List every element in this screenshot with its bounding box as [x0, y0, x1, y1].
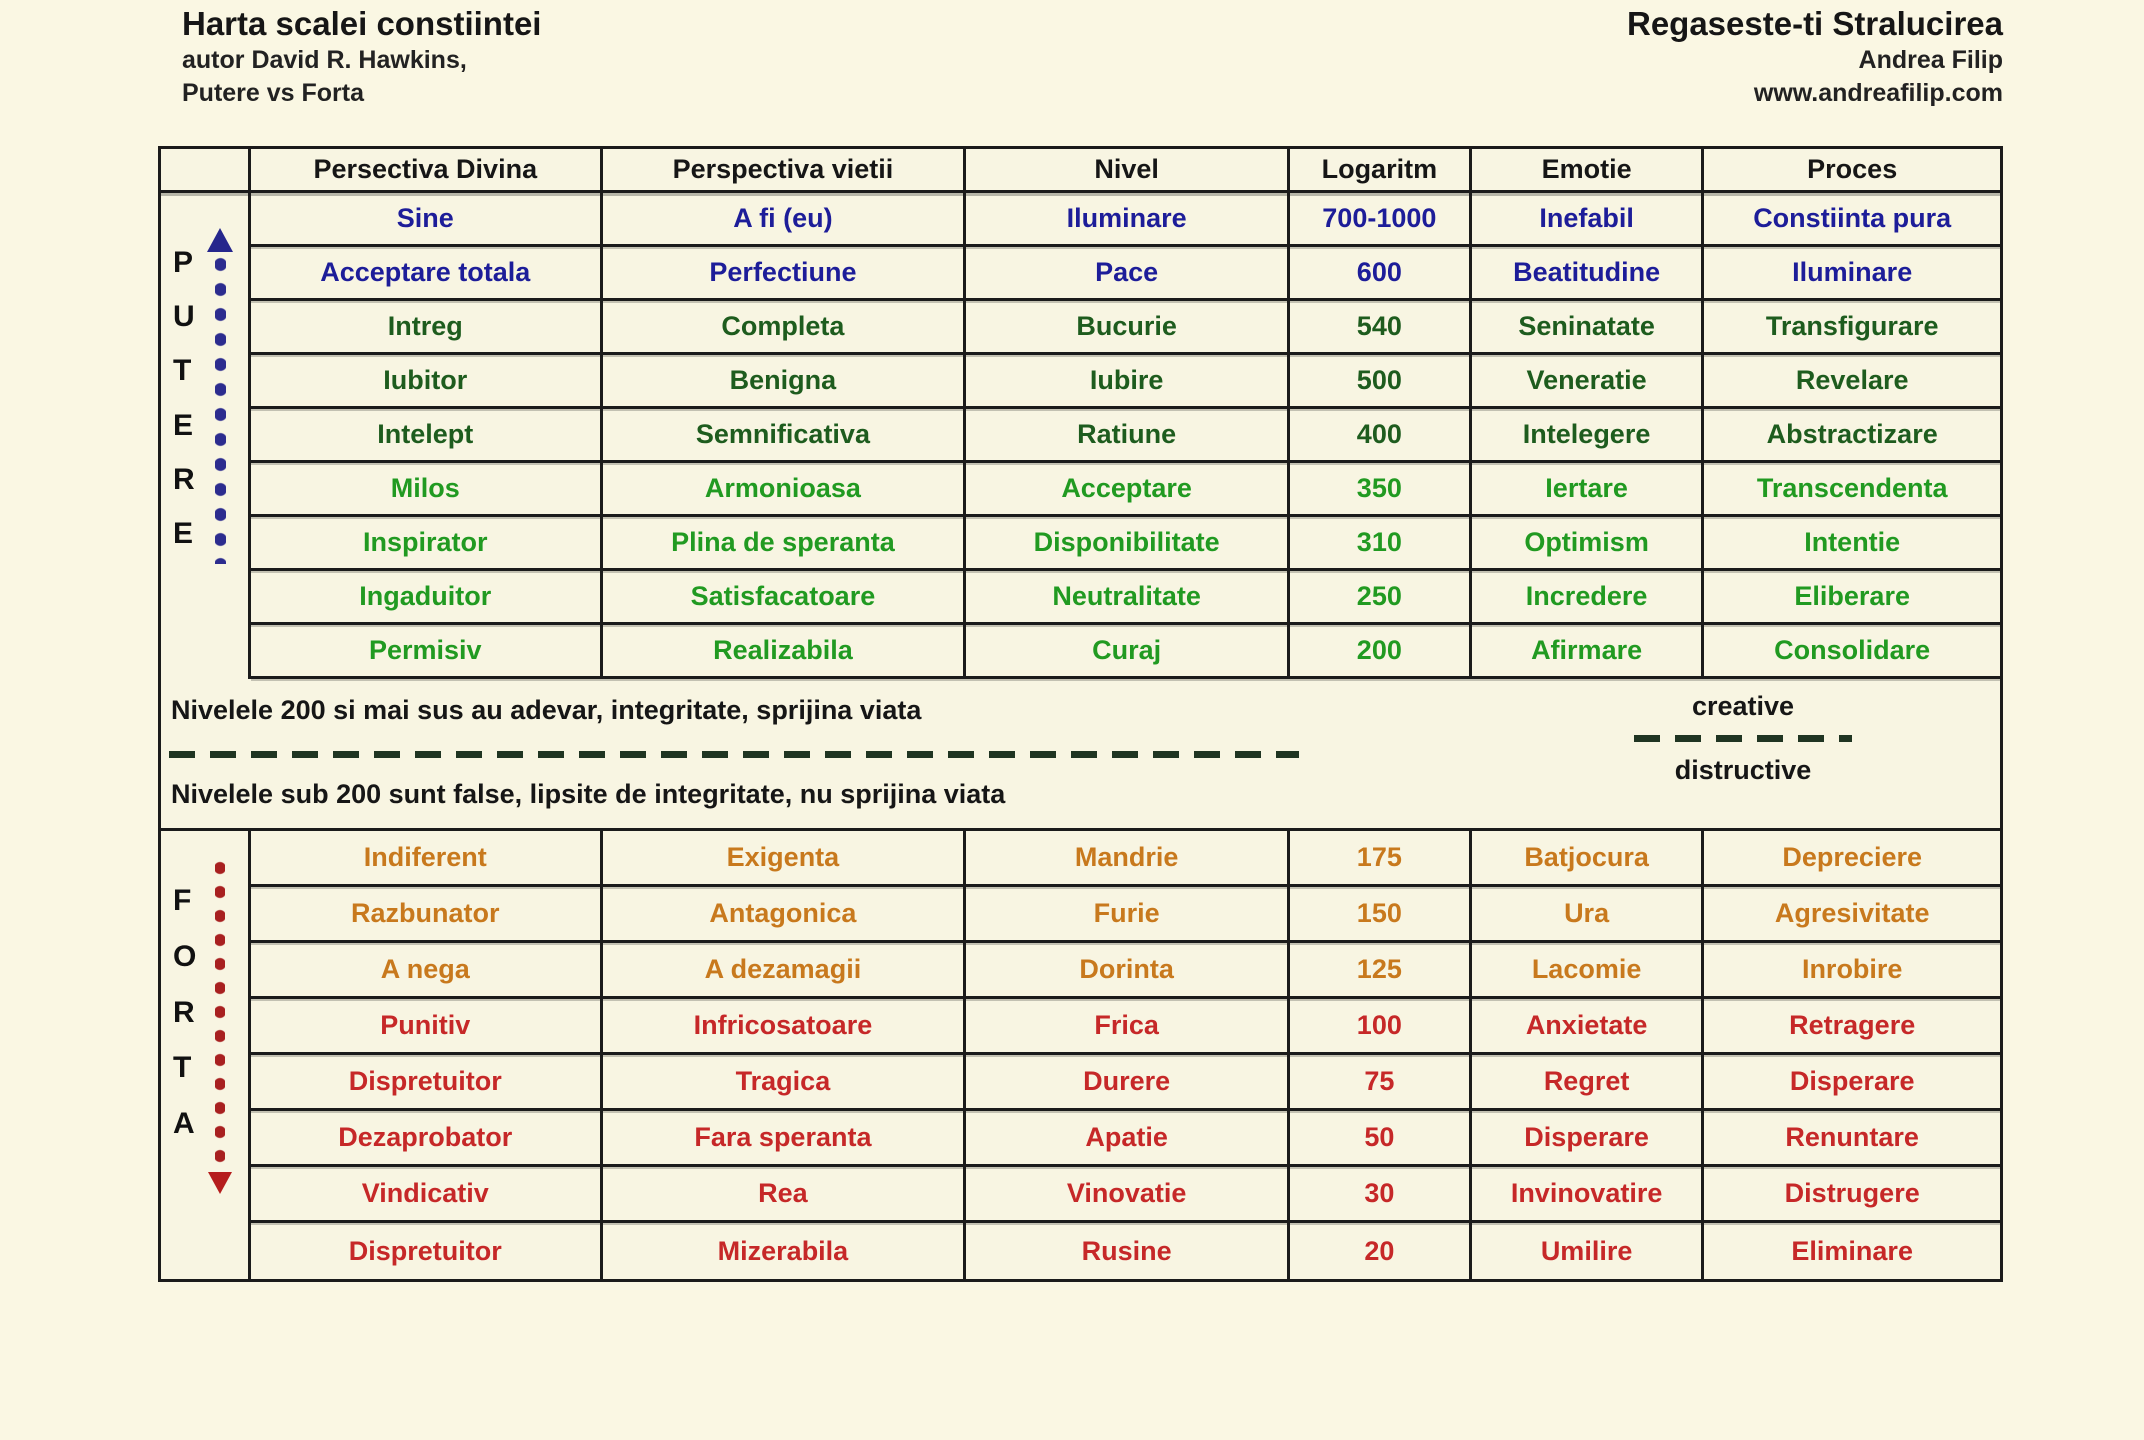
cell-perspectiva-vietii: Mizerabila — [603, 1223, 967, 1279]
cell-logaritm: 125 — [1290, 943, 1472, 996]
cell-proces: Intentie — [1804, 527, 1901, 557]
document-header-right — [1627, 4, 2003, 110]
cell-logaritm: 150 — [1290, 887, 1472, 940]
cell-nivel: Dorinta — [966, 943, 1290, 996]
lower-rows — [251, 831, 2000, 1279]
cell-emotie: Inefabil — [1472, 193, 1705, 244]
cell-perspectiva-vietii: Perfectiune — [603, 247, 967, 298]
cell-emotie: Incredere — [1472, 571, 1705, 622]
putere-letter: E — [173, 408, 194, 442]
cell-perspectiva-divina: Intelept — [251, 409, 603, 460]
cell-perspectiva-vietii: Completa — [603, 301, 967, 352]
column-header: Proces — [1807, 154, 1898, 184]
cell-emotie: Disperare — [1472, 1111, 1705, 1164]
middle-band — [161, 679, 2000, 831]
putere-letter: E — [173, 516, 194, 550]
cell-perspectiva-vietii: Benigna — [603, 355, 967, 406]
cell-nivel: Apatie — [966, 1111, 1290, 1164]
cell-perspectiva-divina: Indiferent — [251, 831, 603, 884]
cell-proces: Retragere — [1789, 1010, 1916, 1040]
table-row — [251, 355, 2000, 409]
putere-letter: T — [173, 354, 192, 388]
cell-nivel: Neutralitate — [966, 571, 1290, 622]
cell-nivel: Iluminare — [966, 193, 1290, 244]
cell-emotie: Afirmare — [1472, 625, 1705, 676]
cell-perspectiva-vietii: Rea — [603, 1167, 967, 1220]
cell-logaritm: 30 — [1290, 1167, 1472, 1220]
cell-proces: Consolidare — [1774, 635, 1931, 665]
cell-proces: Transcendenta — [1756, 473, 1948, 503]
cell-nivel: Rusine — [966, 1223, 1290, 1279]
cell-nivel: Curaj — [966, 625, 1290, 676]
forta-column — [161, 831, 251, 1279]
cell-perspectiva-vietii: Semnificativa — [603, 409, 967, 460]
cell-logaritm: 75 — [1290, 1055, 1472, 1108]
table-row — [251, 887, 2000, 943]
consciousness-scale-table — [158, 146, 2003, 1282]
levels-below-200-text: Nivelele sub 200 sunt false, lipsite de integritate, nu sprijina viata — [171, 779, 1006, 809]
cell-perspectiva-divina: Sine — [251, 193, 603, 244]
table-row — [251, 831, 2000, 887]
cell-perspectiva-vietii: Infricosatoare — [603, 999, 967, 1052]
putere-arrow-area — [161, 193, 248, 679]
cell-perspectiva-vietii: Plina de speranta — [603, 517, 967, 568]
table-row — [251, 1055, 2000, 1111]
table-row — [251, 193, 2000, 247]
cell-proces: Depreciere — [1782, 842, 1922, 872]
table-row — [251, 999, 2000, 1055]
cell-perspectiva-divina: Intreg — [251, 301, 603, 352]
putere-letter: R — [173, 462, 195, 496]
forta-arrow-area — [161, 831, 248, 1279]
cell-perspectiva-divina: Punitiv — [251, 999, 603, 1052]
cell-nivel: Bucurie — [966, 301, 1290, 352]
lower-section — [161, 831, 2000, 1279]
upper-section — [161, 149, 2000, 679]
subtitle-line: Putere vs Forta — [182, 79, 365, 107]
cell-perspectiva-vietii: Armonioasa — [603, 463, 967, 514]
arrow-head-down — [208, 1172, 232, 1194]
cell-nivel: Acceptare — [966, 463, 1290, 514]
cell-proces: Inrobire — [1801, 954, 1903, 984]
cell-proces: Distrugere — [1784, 1178, 1920, 1208]
cell-emotie: Iertare — [1472, 463, 1705, 514]
putere-up-arrow-icon — [207, 228, 233, 564]
cell-nivel: Disponibilitate — [966, 517, 1290, 568]
table-row — [251, 1223, 2000, 1279]
cell-logaritm: 200 — [1290, 625, 1472, 676]
cell-nivel: Iubire — [966, 355, 1290, 406]
cell-perspectiva-vietii: Tragica — [603, 1055, 967, 1108]
table-row — [251, 1167, 2000, 1223]
cell-logaritm: 50 — [1290, 1111, 1472, 1164]
distructive-label: distructive — [1674, 755, 1812, 785]
forta-letter: O — [173, 939, 197, 973]
cell-emotie: Intelegere — [1472, 409, 1705, 460]
cell-perspectiva-divina: Razbunator — [251, 887, 603, 940]
putere-column — [161, 149, 251, 679]
cell-logaritm: 400 — [1290, 409, 1472, 460]
cell-logaritm: 500 — [1290, 355, 1472, 406]
cell-proces: Constiinta pura — [1753, 203, 1952, 233]
cell-nivel: Pace — [966, 247, 1290, 298]
cell-proces: Eliberare — [1794, 581, 1910, 611]
table-row — [251, 463, 2000, 517]
cell-proces: Transfigurare — [1765, 311, 1939, 341]
column-header: Nivel — [966, 149, 1290, 190]
website-link: www.andreafilip.com — [1753, 79, 2003, 107]
column-header: Logaritm — [1290, 149, 1472, 190]
cell-logaritm: 350 — [1290, 463, 1472, 514]
putere-letter: P — [173, 246, 194, 279]
cell-emotie: Invinovatire — [1472, 1167, 1705, 1220]
page-title: Harta scalei constiintei — [182, 5, 542, 42]
cell-perspectiva-vietii: Antagonica — [603, 887, 967, 940]
forta-letter: A — [173, 1107, 195, 1140]
cell-emotie: Batjocura — [1472, 831, 1705, 884]
arrow-dots — [215, 252, 226, 564]
cell-perspectiva-divina: Milos — [251, 463, 603, 514]
table-row — [251, 943, 2000, 999]
creative-label: creative — [1691, 691, 1795, 721]
cell-nivel: Vinovatie — [966, 1167, 1290, 1220]
cell-nivel: Durere — [966, 1055, 1290, 1108]
table-row — [251, 409, 2000, 463]
cell-proces: Agresivitate — [1774, 898, 1930, 928]
arrow-head-up — [207, 228, 233, 252]
cell-emotie: Beatitudine — [1472, 247, 1705, 298]
table-row — [251, 571, 2000, 625]
forta-label — [173, 886, 196, 1139]
author-line: autor David R. Hawkins, — [182, 46, 467, 74]
cell-logaritm: 100 — [1290, 999, 1472, 1052]
column-header: Perspectiva vietii — [603, 149, 967, 190]
table-row — [251, 625, 2000, 679]
cell-perspectiva-divina: Iubitor — [251, 355, 603, 406]
corner-stub — [161, 149, 248, 193]
cell-proces: Eliminare — [1791, 1235, 1913, 1266]
cell-emotie: Veneratie — [1472, 355, 1705, 406]
cell-proces: Disperare — [1789, 1066, 1915, 1096]
table-row — [251, 1111, 2000, 1167]
cell-proces: Abstractizare — [1766, 419, 1938, 449]
document-header-left — [182, 4, 541, 110]
cell-perspectiva-divina: Dispretuitor — [251, 1223, 603, 1279]
brand-title: Regaseste-ti Stralucirea — [1626, 5, 2003, 42]
cell-nivel: Mandrie — [966, 831, 1290, 884]
cell-perspectiva-divina: Dezaprobator — [251, 1111, 603, 1164]
cell-nivel: Frica — [966, 999, 1290, 1052]
cell-proces: Iluminare — [1792, 257, 1913, 287]
cell-emotie: Optimism — [1472, 517, 1705, 568]
short-dashed-divider — [1634, 735, 1852, 742]
cell-perspectiva-vietii: Exigenta — [603, 831, 967, 884]
cell-emotie: Anxietate — [1472, 999, 1705, 1052]
cell-nivel: Ratiune — [966, 409, 1290, 460]
cell-logaritm: 540 — [1290, 301, 1472, 352]
cell-perspectiva-divina: Permisiv — [251, 625, 603, 676]
cell-logaritm: 250 — [1290, 571, 1472, 622]
cell-nivel: Furie — [966, 887, 1290, 940]
putere-letter: U — [173, 300, 195, 334]
forta-down-arrow-icon — [207, 856, 233, 1194]
table-row — [251, 301, 2000, 355]
cell-emotie: Lacomie — [1472, 943, 1705, 996]
upper-rows — [251, 193, 2000, 679]
cell-perspectiva-divina: Acceptare totala — [251, 247, 603, 298]
column-header: Emotie — [1472, 149, 1705, 190]
cell-perspectiva-vietii: A fi (eu) — [603, 193, 967, 244]
forta-letter: F — [173, 884, 192, 917]
cell-emotie: Umilire — [1472, 1223, 1705, 1279]
cell-perspectiva-divina: Dispretuitor — [251, 1055, 603, 1108]
forta-letter: T — [173, 1051, 192, 1085]
putere-label — [173, 248, 195, 549]
arrow-dots — [215, 856, 226, 1172]
cell-logaritm: 700-1000 — [1290, 193, 1472, 244]
cell-proces: Renuntare — [1785, 1122, 1919, 1152]
header-row — [251, 149, 2000, 193]
brand-author: Andrea Filip — [1858, 46, 2003, 74]
table-row — [251, 517, 2000, 571]
forta-letter: R — [173, 995, 195, 1029]
cell-logaritm: 20 — [1290, 1223, 1472, 1279]
column-header: Persectiva Divina — [251, 149, 603, 190]
cell-perspectiva-divina: A nega — [251, 943, 603, 996]
cell-perspectiva-vietii: Realizabila — [603, 625, 967, 676]
cell-logaritm: 600 — [1290, 247, 1472, 298]
creative-distructive-block — [1623, 691, 1863, 786]
cell-perspectiva-divina: Vindicativ — [251, 1167, 603, 1220]
cell-perspectiva-divina: Ingaduitor — [251, 571, 603, 622]
cell-emotie: Seninatate — [1472, 301, 1705, 352]
cell-logaritm: 175 — [1290, 831, 1472, 884]
cell-perspectiva-divina: Inspirator — [251, 517, 603, 568]
cell-emotie: Ura — [1472, 887, 1705, 940]
cell-perspectiva-vietii: Satisfacatoare — [603, 571, 967, 622]
upper-main — [251, 149, 2000, 679]
cell-emotie: Regret — [1472, 1055, 1705, 1108]
cell-logaritm: 310 — [1290, 517, 1472, 568]
dashed-divider — [169, 751, 1299, 758]
table-row — [251, 247, 2000, 301]
cell-proces: Revelare — [1795, 365, 1909, 395]
lower-main — [251, 831, 2000, 1279]
cell-perspectiva-vietii: Fara speranta — [603, 1111, 967, 1164]
cell-perspectiva-vietii: A dezamagii — [603, 943, 967, 996]
levels-above-200-text: Nivelele 200 si mai sus au adevar, integritate, sprijina viata — [171, 695, 922, 725]
